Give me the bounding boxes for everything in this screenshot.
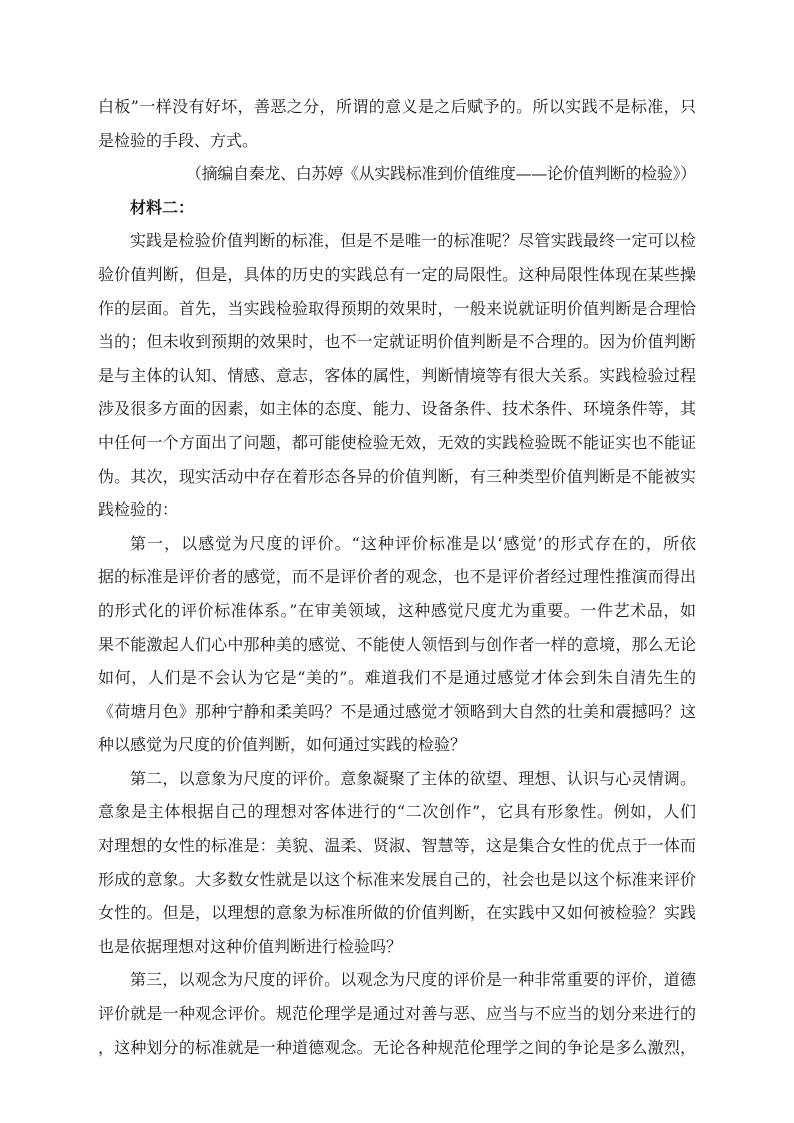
text-line: 第二，以意象为尺度的评价。意象凝聚了主体的欲望、理想、认识与心灵情调。	[130, 768, 696, 788]
text-line: 意象是主体根据自己的理想对客体进行的“二次创作”，它具有形象性。例如，人们	[98, 802, 696, 822]
text-line: 种以感觉为尺度的价值判断，如何通过实践的检验？	[98, 735, 467, 755]
text-line: 践检验的：	[98, 500, 179, 520]
text-line: 第一，以感觉为尺度的评价。“这种评价标准是以‘感觉’的形式存在的，所依	[130, 533, 696, 553]
paragraph-concept-standard	[98, 963, 696, 1064]
text-line: 中任何一个方面出了问题，都可能使检验无效，无效的实践检验既不能证实也不能证	[98, 432, 696, 452]
paragraph-practice-limits	[98, 224, 696, 526]
text-line: 是与主体的认知、情感、意志，客体的属性，判断情境等有很大关系。实践检验过程	[98, 365, 696, 385]
text-line: 白板”一样没有好坏，善恶之分，所谓的意义是之后赋予的。所以实践不是标准，只	[98, 97, 696, 116]
text-line: 果不能激起人们心中那种美的感觉、不能使人领悟到与创作者一样的意境，那么无论	[98, 634, 696, 654]
text-line: ，这种划分的标准就是一种道德观念。无论各种规范伦理学之间的争论是多么激烈，	[98, 1037, 696, 1057]
text-line: 伪。其次，现实活动中存在着形态各异的价值判断，有三种类型价值判断是不能被实	[98, 466, 696, 486]
text-line: 是检验的手段、方式。	[98, 130, 259, 150]
text-line: 《荷塘月色》那种宁静和柔美吗？不是通过感觉才领略到大自然的壮美和震撼吗？这	[98, 701, 696, 721]
paragraph-image-standard	[98, 762, 696, 964]
text-line: 形成的意象。大多数女性就是以这个标准来发展自己的，社会也是以这个标准来评价	[98, 869, 696, 889]
text-line: 对理想的女性的标准是：美貌、温柔、贤淑、智慧等，这是集合女性的优点于一体而	[98, 836, 696, 856]
text-line: 据的标准是评价者的感觉，而不是评价者的观念，也不是评价者经过理性推演而得出	[98, 567, 696, 587]
text-line: 作的层面。首先，当实践检验取得预期的效果时，一般来说就证明价值判断是合理恰	[98, 298, 696, 318]
text-line: 如何，人们是不会认为它是“美的”。难道我们不是通过感觉才体会到朱自清先生的	[98, 668, 696, 688]
text-line: 第三，以观念为尺度的评价。以观念为尺度的评价是一种非常重要的评价，道德	[130, 970, 696, 990]
text-line: 验价值判断，但是，具体的历史的实践总有一定的局限性。这种局限性体现在某些操	[98, 264, 696, 284]
text-line: 当的；但未收到预期的效果时，也不一定就证明价值判断是不合理的。因为价值判断	[98, 332, 696, 352]
source-citation: （摘编自秦龙、白苏婷《从实践标准到价值维度——论价值判断的检验》）	[185, 164, 696, 184]
document-page	[98, 90, 696, 1064]
text-line: 也是依据理想对这种价值判断进行检验吗？	[98, 936, 403, 956]
paragraph-sensation-standard	[98, 527, 696, 762]
text-line: 女性的。但是，以理想的意象为标准所做的价值判断，在实践中又如何被检验？实践	[98, 903, 696, 923]
material-two-heading: 材料二：	[130, 197, 195, 217]
text-line: 实践是检验价值判断的标准，但是不是唯一的标准呢？尽管实践最终一定可以检	[130, 231, 696, 251]
intro-paragraph	[98, 90, 696, 157]
text-line: 涉及很多方面的因素，如主体的态度、能力、设备条件、技术条件、环境条件等，其	[98, 399, 696, 419]
text-line: 的形式化的评价标准体系。”在审美领域，这种感觉尺度尤为重要。一件艺术品，如	[98, 600, 696, 620]
text-line: 评价就是一种观念评价。规范伦理学是通过对善与恶、应当与不应当的划分来进行的	[98, 1004, 696, 1024]
